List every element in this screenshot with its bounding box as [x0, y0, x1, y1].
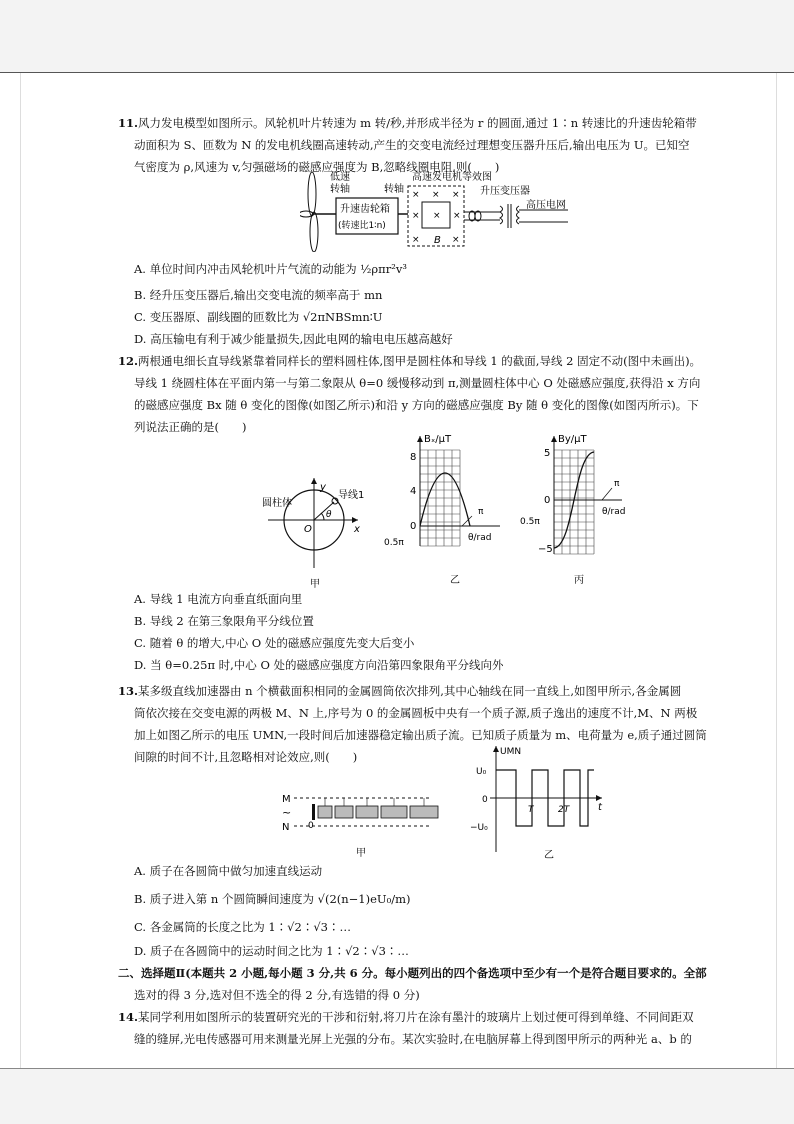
tick-0: 0 [410, 521, 417, 532]
q11-line1 [118, 112, 697, 134]
tick-4: 4 [410, 486, 417, 497]
gearbox-ratio: (转速比1∶n) [338, 221, 386, 231]
turbine-blade-upper [308, 172, 316, 216]
grid-label: 高压电网 [526, 200, 566, 211]
origin-label: O [304, 524, 312, 535]
field-cross: × [432, 190, 440, 200]
q12-stem-4: 列说法正确的是( ) [134, 420, 247, 434]
q12-stem-3: 的磁感应强度 Bx 随 θ 变化的图像(如图乙所示)和沿 y 方向的磁感应强度 By 随 θ 变化的图像(如图丙所示)。下 [134, 398, 699, 412]
q13-option-d: D. 质子在各圆筒中的运动时间之比为 1∶√2∶√3∶… [134, 944, 409, 958]
high-speed-shaft-label: 转轴 [384, 184, 404, 195]
q11-number: 11. [118, 116, 139, 130]
q13-stem-3: 加上如图乙所示的电压 UMN,一段时间后加速器稳定输出质子流。已知质子质量为 m、电荷量为 e,质子通过圆筒 [134, 728, 707, 742]
q12-option-d: D. 当 θ=0.25π 时,中心 O 处的磁感应强度方向沿第四象限角平分线向外 [134, 658, 504, 672]
caption-jia: 甲 [310, 579, 320, 590]
x-axis-label: θ/rad [468, 533, 492, 543]
q13-option-b: B. 质子进入第 n 个圆筒瞬间速度为 √(2(n−1)eU₀/m) [134, 892, 411, 906]
q13-figure-jia [280, 790, 440, 860]
q13-line1 [118, 680, 681, 702]
y-axis-label: UMN [500, 747, 522, 757]
t-axis-arrow [596, 795, 602, 801]
x-axis-label: x [354, 524, 360, 535]
x-axis-label: θ/rad [602, 507, 626, 517]
metal-tube [381, 806, 407, 818]
q12-stem-2: 导线 1 绕圆柱体在平面内第一与第二象限从 θ=0 缓慢移动到 π,测量圆柱体中心 O 处磁感应强度,获得沿 x 方向 [134, 376, 701, 390]
field-b-label: B [434, 235, 441, 246]
y-axis-label: By/μT [558, 434, 587, 445]
y-axis-label: Bₓ/μT [424, 434, 452, 445]
q11-option-c: C. 变压器原、副线圈的匝数比为 √2πNBSmn∶U [134, 310, 383, 324]
q14-stem-1: 某同学利用如图所示的装置研究光的干涉和衍射,将刀片在涂有墨汁的玻璃片上划过便可得到单缝、不同间距双 [138, 1010, 694, 1024]
y-axis-label: y [320, 482, 326, 493]
low-speed-label-1: 低速 [330, 172, 350, 183]
x-axis-arrow [352, 517, 358, 523]
tick-2t: 2T [558, 805, 570, 815]
section2-line1: 二、选择题Ⅱ(本题共 2 小题,每小题 3 分,共 6 分。每小题列出的四个备选项中至少有一个是符合题目要求的。全部 [118, 966, 707, 980]
gearbox-label: 升速齿轮箱 [340, 204, 390, 215]
q13-stem-4: 间隙的时间不计,且忽略相对论效应,则( ) [134, 750, 358, 764]
q11-figure [300, 170, 570, 252]
tick-pi: π [614, 479, 620, 489]
bottom-margin [0, 1068, 794, 1124]
q14-stem-2: 缝的缝屏,光电传感器可用来测量光屏上光强的分布。某次实验时,在电脑屏幕上得到图甲所示的两种光 a、b 的 [134, 1032, 692, 1046]
transformer-primary [500, 206, 503, 224]
q11-stem-1: 风力发电模型如图所示。风轮机叶片转速为 m 转/秒,并形成半径为 r 的圆面,通过 1∶n 转速比的升速齿轮箱带 [138, 116, 697, 130]
m-label: M [282, 794, 291, 805]
pi-pointer [602, 488, 612, 500]
q12-figure-bing [518, 428, 658, 588]
tick-minus-5: −5 [538, 544, 553, 555]
q12-line1 [118, 350, 701, 372]
y-axis-arrow [551, 436, 557, 442]
q13-stem-1: 某多级直线加速器由 n 个横截面积相同的金属圆筒依次排列,其中心轴线在同一直线上,如图甲所示,各金属圆 [138, 684, 682, 698]
q12-stem-1: 两根通电细长直导线紧靠着同样长的塑料圆柱体,图甲是圆柱体和导线 1 的截面,导线 2 固定不动(图中未画出)。 [138, 354, 702, 368]
q12-number: 12. [118, 354, 139, 368]
tube-row [312, 798, 440, 820]
generator-label: 高速发电机等效图 [412, 172, 492, 183]
q11-stem-2: 动面积为 S、匝数为 N 的发电机线圈高速转动,产生的交变电流经过理想变压器升压后,输出电压为 U。已知空 [134, 138, 690, 152]
theta-label: θ [326, 510, 332, 520]
field-cross: × [452, 190, 460, 200]
field-cross: × [453, 211, 461, 221]
section2-line2: 选对的得 3 分,选对但不选全的得 2 分,有选错的得 0 分) [134, 988, 420, 1002]
caption-jia: 甲 [356, 848, 366, 859]
y-axis-arrow [417, 436, 423, 442]
theta-arc [321, 513, 324, 520]
metal-plate-zero [312, 804, 315, 820]
tick-half-pi: 0.5π [520, 517, 540, 527]
cylinder-label: 圆柱体 [262, 498, 292, 509]
metal-tube [410, 806, 438, 818]
turbine-hub [300, 211, 313, 217]
q11-option-b: B. 经升压变压器后,输出交变电流的频率高于 mn [134, 288, 383, 302]
field-cross: × [433, 211, 441, 221]
tick-minus-u0: −U₀ [470, 823, 488, 833]
q12-option-a: A. 导线 1 电流方向垂直纸面向里 [134, 592, 303, 606]
q14-number: 14. [118, 1010, 139, 1024]
q13-figure-yi [470, 740, 610, 860]
tick-t: T [528, 805, 534, 815]
ac-symbol: ~ [282, 806, 292, 819]
caption-bing: 丙 [574, 575, 584, 586]
q13-stem-2: 筒依次接在交变电源的两极 M、N 上,序号为 0 的金属圆板中央有一个质子源,质子逸出的速度不计,M、N 两极 [134, 706, 698, 720]
q11-stem-3: 气密度为 ρ,风速为 v,匀强磁场的磁感应强度为 B,忽略线圈电阻,则( ) [134, 160, 500, 174]
tick-pi: π [478, 507, 484, 517]
n-label: N [282, 822, 290, 833]
field-cross: × [412, 235, 420, 245]
tick-0: 0 [544, 495, 551, 506]
field-cross: × [412, 190, 420, 200]
q11-option-a: A. 单位时间内冲击风轮机叶片气流的动能为 ½ρπr²v³ [134, 262, 407, 276]
caption-yi: 乙 [450, 575, 460, 586]
tick-5: 5 [544, 448, 551, 459]
plate-zero-label: 0 [308, 821, 314, 831]
q12-figure-jia [260, 470, 380, 590]
metal-tube [335, 806, 353, 818]
tick-u0: U₀ [476, 767, 487, 777]
metal-tube [318, 806, 332, 818]
q13-option-c: C. 各金属筒的长度之比为 1∶√2∶√3∶… [134, 920, 351, 934]
transformer-label: 升压变压器 [480, 186, 530, 197]
top-margin [0, 0, 794, 72]
y-axis-arrow [493, 746, 499, 752]
field-cross: × [412, 211, 420, 221]
low-speed-label-2: 转轴 [330, 184, 350, 195]
q12-option-b: B. 导线 2 在第三象限角平分线位置 [134, 614, 314, 628]
pi-pointer [462, 516, 472, 526]
tick-8: 8 [410, 452, 417, 463]
y-axis-arrow [311, 478, 317, 484]
q13-option-a: A. 质子在各圆筒中做匀加速直线运动 [134, 864, 323, 878]
metal-tube [356, 806, 378, 818]
field-cross: × [452, 235, 460, 245]
q12-option-c: C. 随着 θ 的增大,中心 O 处的磁感应强度先变大后变小 [134, 636, 415, 650]
q13-number: 13. [118, 684, 139, 698]
q12-figure-yi [380, 428, 510, 588]
t-axis-label: t [598, 802, 602, 813]
q11-option-d: D. 高压输电有利于减少能量损失,因此电网的输电电压越高越好 [134, 332, 453, 346]
tick-half-pi: 0.5π [384, 538, 404, 548]
tick-zero: 0 [482, 795, 488, 805]
grid [420, 450, 460, 546]
turbine-blade-lower [310, 212, 318, 252]
bx-curve [420, 473, 470, 526]
wire-label: 导线1 [338, 490, 365, 501]
transformer-secondary [517, 206, 520, 224]
q14-line1 [118, 1006, 694, 1028]
caption-yi: 乙 [544, 850, 554, 860]
